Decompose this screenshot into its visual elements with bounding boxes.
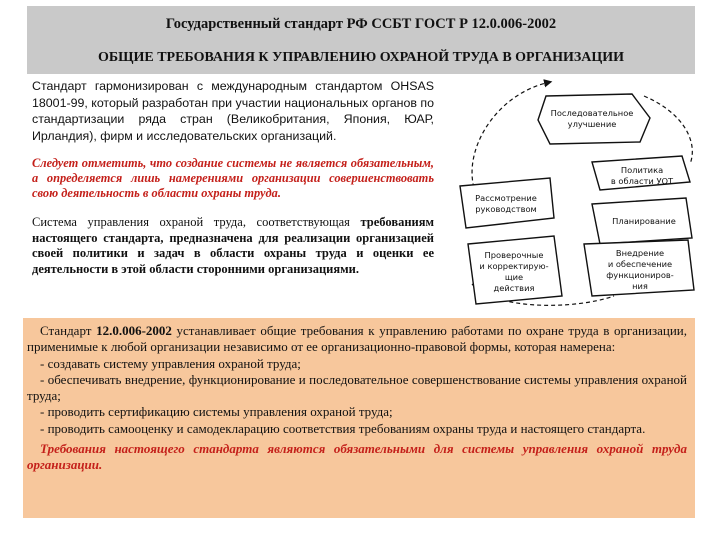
implement-label-1: Внедрение	[615, 248, 665, 258]
standard-subtitle: ОБЩИЕ ТРЕБОВАНИЯ К УПРАВЛЕНИЮ ОХРАНОЙ ТРУДА В ОРГАНИЗАЦИИ	[97, 50, 625, 65]
lead-pre: Стандарт	[40, 323, 97, 338]
planning-label: Планирование	[612, 216, 676, 226]
implement-label-2: и обеспечение	[607, 259, 673, 269]
system-lead-text: Система управления охраной труда, соответствующая	[32, 215, 350, 229]
improvement-label-1: Последовательное	[550, 108, 634, 118]
improvement-label-2: улучшение	[567, 119, 617, 129]
review-label-1: Рассмотрение	[475, 193, 537, 203]
review-label-2: руководством	[475, 204, 537, 214]
standard-title: Государственный стандарт РФ ССБТ ГОСТ Р 12.0.006-2002	[165, 16, 557, 32]
lead-post: устанавливает общие требования к управлению работами по охране труда в организации, применимые к любой организации независимо от ее организационно-правовой формы, которая намерена:	[27, 323, 687, 355]
requirements-text	[27, 323, 687, 474]
cycle-svg	[454, 74, 700, 310]
policy-label-2: в области УОТ	[610, 176, 674, 186]
management-cycle-diagram	[454, 74, 700, 310]
title-banner	[27, 6, 695, 74]
review-box	[460, 178, 554, 228]
cycle-arc-right	[644, 96, 692, 164]
check-label-1: Проверочные	[484, 250, 544, 260]
requirement-item: - создавать систему управления охраной труда;	[40, 355, 301, 371]
policy-label-1: Политика	[620, 165, 664, 175]
check-label-3: щие	[504, 272, 524, 282]
intro-paragraph: Стандарт гармонизирован с международным стандартом OHSAS 18001-99, который разработан при участии национальных органов по стандартизации ряда стран (Великобритания, Япония, ЮАР, Ирландия), фирм и исследовательских организаций.	[32, 79, 434, 143]
check-label-4: действия	[493, 283, 535, 293]
implement-label-4: ния	[632, 281, 648, 291]
requirement-item: - проводить самооценку и самодекларацию соответствия требованиям охраны труда и настоящего стандарта.	[40, 420, 646, 436]
red-note-paragraph: Следует отметить, что создание системы не является обязательным, а определяется лишь намерениями организации совершенствовать свою деятельность в области охраны труда.	[32, 156, 434, 200]
system-paragraph	[32, 215, 434, 277]
mandatory-note: Требования настоящего стандарта являются обязательными для системы управления охраной труда организации.	[27, 441, 687, 473]
cycle-arc-left	[472, 82, 550, 194]
implement-label-3: функциониров-	[606, 270, 674, 280]
requirements-lead	[27, 323, 687, 356]
standard-number: 12.0.006-2002	[96, 323, 172, 338]
requirement-item: - обеспечивать внедрение, функционирование и последовательное совершенствование системы управления охраной труда;	[27, 371, 687, 404]
check-label-2: и корректирую-	[479, 261, 549, 271]
requirement-item: - проводить сертификацию системы управления охраной труда;	[40, 404, 393, 420]
system-rest-text: требованиям настоящего стандарта, предназначена для реализации организацией своей политики и задач в области охраны труда и оценки ее деятельности в этой области сторонними организациями.	[32, 215, 435, 276]
